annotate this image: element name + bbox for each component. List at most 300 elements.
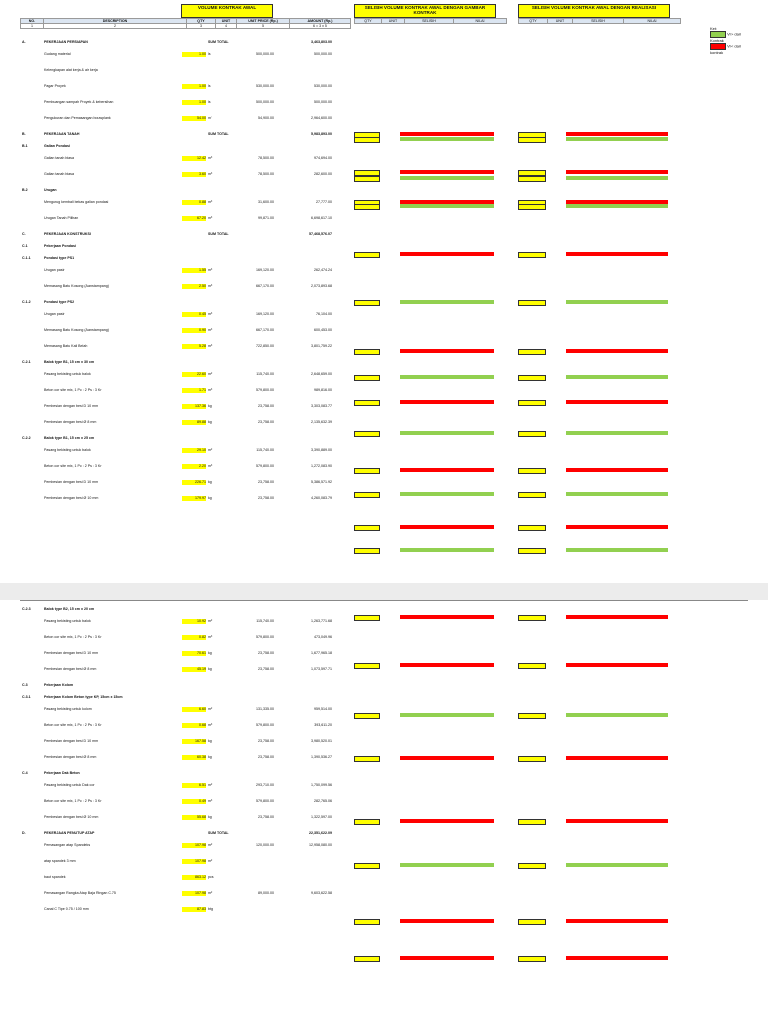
header-selisih-gambar: SELISIH VOLUME KONTRAK AWAL DENGAN GAMBAR KONTRAK <box>354 4 496 18</box>
qty-highlight <box>518 204 546 210</box>
row-amount <box>276 771 332 776</box>
row-unit: m² <box>208 448 213 452</box>
diff-green-cell <box>400 492 446 496</box>
row-amount: 3,801,759.22 <box>311 344 332 348</box>
row-unit-price <box>226 683 274 688</box>
row-unit: m³ <box>208 635 213 639</box>
row-description: atap spandek 3 mm <box>44 859 76 863</box>
diff-red-cell <box>400 663 446 667</box>
row-description: Pasang bekisting untuk balok <box>44 619 91 623</box>
diff-green-cell <box>614 375 668 379</box>
row-amount: 1,322,597.00 <box>311 815 332 819</box>
row-description: Beton cor site mix, 1 Pc : 2 Ps : 3 Kr <box>44 464 102 468</box>
row-no <box>22 619 42 624</box>
diff-red-cell <box>446 919 494 923</box>
qty-highlight <box>354 400 380 406</box>
row-unit-price <box>226 360 274 365</box>
diff-red-cell <box>446 615 494 619</box>
row-amount: 1,263,771.68 <box>311 619 332 623</box>
diff-red-cell <box>566 615 614 619</box>
main-header-table: NO. DESCRIPTION QTY UNIT UNIT PRICE (Rp.) AMOUNT (Rp.) 1 2 3 4 5 6 = 3 x 5 <box>20 18 351 29</box>
qty-highlight <box>518 349 546 355</box>
diff-green-cell <box>446 204 494 208</box>
row-description: Urugan pasir <box>44 312 65 316</box>
row-amount: 393,611.20 <box>314 723 332 727</box>
row-unit: kg <box>208 755 212 759</box>
row-qty <box>182 436 206 441</box>
row-unit-price: 579,800.00 <box>256 635 274 639</box>
qty-highlight <box>354 615 380 621</box>
row-qty: 107.98 <box>182 843 206 848</box>
qty-highlight <box>518 468 546 474</box>
qty-highlight <box>518 919 546 925</box>
row-amount: 989,816.00 <box>314 388 332 392</box>
diff-green-cell <box>400 863 446 867</box>
row-unit <box>208 695 226 700</box>
row-no <box>22 799 42 804</box>
row-unit-price: 23,758.00 <box>258 755 274 759</box>
row-description: Pasang bekisting untuk kolom <box>44 707 92 711</box>
qty-highlight <box>354 204 380 210</box>
diff-green-cell <box>446 176 494 180</box>
row-amount: 2,135,632.39 <box>311 420 332 424</box>
row-unit-price <box>226 132 274 137</box>
row-unit-price: 169,120.00 <box>256 312 274 316</box>
row-unit-price: 579,800.00 <box>256 464 274 468</box>
qty-highlight <box>354 252 380 258</box>
row-unit: ls <box>208 52 211 56</box>
row-no: C.1 <box>22 244 28 248</box>
row-unit: m³ <box>208 200 213 204</box>
row-qty: 0.90 <box>182 328 206 333</box>
diff-red-cell <box>400 756 446 760</box>
diff-red-cell <box>566 132 614 136</box>
diff-green-cell <box>614 492 668 496</box>
row-no: C.4 <box>22 771 28 775</box>
diff-red-cell <box>400 956 446 960</box>
row-amount <box>276 875 332 880</box>
row-description: Mengurug kembali bekas galian pondasi <box>44 200 109 204</box>
row-unit <box>208 68 226 73</box>
qty-highlight <box>518 431 546 437</box>
row-amount: 262,474.24 <box>314 268 332 272</box>
diff-green-cell <box>566 548 614 552</box>
row-qty <box>182 132 206 137</box>
row-qty <box>182 360 206 365</box>
qty-highlight <box>354 525 380 531</box>
row-unit-price: 78,500.00 <box>258 172 274 176</box>
row-unit-price: 579,800.00 <box>256 799 274 803</box>
row-amount: 76,104.00 <box>316 312 332 316</box>
row-qty: 54.00 <box>182 116 206 121</box>
qty-highlight <box>518 300 546 306</box>
diff-green-cell <box>400 137 446 141</box>
row-qty <box>182 256 206 261</box>
diff-red-cell <box>446 468 494 472</box>
row-amount: 57,468,576.07 <box>309 232 332 236</box>
row-amount: 2,073,893.68 <box>311 284 332 288</box>
row-qty: 2.20 <box>182 464 206 469</box>
row-amount: 974,694.00 <box>314 156 332 160</box>
diff-red-cell <box>446 170 494 174</box>
diff-green-cell <box>446 375 494 379</box>
row-qty: 55.68 <box>182 815 206 820</box>
row-unit-price <box>226 256 274 261</box>
row-amount: 530,000.00 <box>314 84 332 88</box>
row-amount: 282,600.00 <box>314 172 332 176</box>
row-unit: m' <box>208 116 212 120</box>
diff-red-cell <box>446 756 494 760</box>
row-unit-price <box>226 859 274 864</box>
qty-highlight <box>354 663 380 669</box>
row-description: Gudang material <box>44 52 71 56</box>
diff-red-cell <box>446 349 494 353</box>
row-description: Pembesian dengan besi Ø 10 mm <box>44 815 99 819</box>
row-qty <box>182 244 206 249</box>
row-description: Pembesian dengan besi Ø 10 mm <box>44 496 99 500</box>
diff-green-cell <box>446 548 494 552</box>
row-qty <box>182 232 206 237</box>
diff-red-cell <box>566 919 614 923</box>
row-unit: ls <box>208 84 211 88</box>
row-qty: 107.98 <box>182 859 206 864</box>
row-amount <box>276 300 332 305</box>
diff-red-cell <box>614 252 668 256</box>
diff-red-cell <box>614 170 668 174</box>
row-unit-price <box>226 300 274 305</box>
row-no <box>22 172 42 177</box>
row-qty: 107.98 <box>182 891 206 896</box>
row-description: Pondasi type PS1 <box>44 256 75 260</box>
qty-highlight <box>518 400 546 406</box>
row-amount: 1,750,099.56 <box>311 783 332 787</box>
row-unit-price <box>226 40 274 45</box>
row-unit-price <box>226 695 274 700</box>
row-unit-price: 23,758.00 <box>258 815 274 819</box>
row-no <box>22 388 42 393</box>
row-unit <box>208 244 226 249</box>
row-no: D. <box>22 831 26 835</box>
row-description: Balok type B2, 15 cm x 20 cm <box>44 607 95 611</box>
diff-red-cell <box>566 525 614 529</box>
qty-highlight <box>518 137 546 143</box>
row-no <box>22 480 42 485</box>
row-description: PEKERJAAN PERSIAPAN <box>44 40 88 44</box>
diff-red-cell <box>566 170 614 174</box>
row-unit <box>208 771 226 776</box>
row-unit: m² <box>208 843 213 847</box>
row-unit <box>208 144 226 149</box>
row-unit-price: 23,758.00 <box>258 496 274 500</box>
row-unit-price: 120,000.00 <box>256 843 274 847</box>
row-unit: m² <box>208 891 213 895</box>
legend-swatch-red <box>710 43 726 50</box>
row-qty: 45.19 <box>182 667 206 672</box>
legend-title: Ket: <box>710 26 718 31</box>
row-no: A. <box>22 40 26 44</box>
row-unit: ls <box>208 100 211 104</box>
row-description: Pasang bekisting untuk balok <box>44 448 91 452</box>
row-qty: 1.55 <box>182 268 206 273</box>
row-no <box>22 739 42 744</box>
row-qty: 12.42 <box>182 156 206 161</box>
row-no: B.1 <box>22 144 28 148</box>
row-amount: 1,272,083.90 <box>311 464 332 468</box>
qty-highlight <box>354 468 380 474</box>
row-no <box>22 875 42 880</box>
row-description: Urugan pasir <box>44 268 65 272</box>
row-unit: kg <box>208 651 212 655</box>
qty-highlight <box>354 548 380 554</box>
row-unit-price: 530,000.00 <box>256 84 274 88</box>
row-unit-price: 23,758.00 <box>258 667 274 671</box>
row-unit-price: 667,170.00 <box>256 328 274 332</box>
qty-highlight <box>354 863 380 869</box>
row-amount <box>276 68 332 73</box>
row-amount <box>276 683 332 688</box>
diff-green-cell <box>400 713 446 717</box>
row-description: Pekerjaan Kolom <box>44 683 74 687</box>
row-unit: SUM TOTAL <box>208 831 229 835</box>
row-amount: 2,648,659.00 <box>311 372 332 376</box>
selisih-realisasi-header: QTY UNIT SELISIH NILAI <box>518 18 681 24</box>
row-qty: 87.83 <box>182 907 206 912</box>
qty-highlight <box>518 548 546 554</box>
diff-green-cell <box>400 548 446 552</box>
diff-red-cell <box>614 400 668 404</box>
qty-highlight <box>518 819 546 825</box>
row-unit: m³ <box>208 216 213 220</box>
row-description: Balok type B1, 15 cm x 25 cm <box>44 436 95 440</box>
row-qty <box>182 40 206 45</box>
diff-red-cell <box>400 400 446 404</box>
row-amount: 959,514.00 <box>314 707 332 711</box>
diff-green-cell <box>614 137 668 141</box>
diff-red-cell <box>614 525 668 529</box>
row-unit: m² <box>208 372 213 376</box>
diff-green-cell <box>566 176 614 180</box>
diff-green-cell <box>614 548 668 552</box>
row-unit <box>208 360 226 365</box>
row-description: Pemasangan atap Spandeks <box>44 843 91 847</box>
row-qty: 67.20 <box>182 216 206 221</box>
diff-green-cell <box>566 492 614 496</box>
diff-green-cell <box>566 431 614 435</box>
row-unit: kg <box>208 496 212 500</box>
row-no <box>22 328 42 333</box>
row-no <box>22 723 42 728</box>
row-description: Galian tanah biasa <box>44 156 74 160</box>
row-unit-price: 667,170.00 <box>256 284 274 288</box>
row-no <box>22 843 42 848</box>
row-description: Pembesian dengan besi Ø 8 mm <box>44 755 97 759</box>
row-unit-price: 500,000.00 <box>256 100 274 104</box>
qty-highlight <box>518 713 546 719</box>
row-unit-price: 31,600.00 <box>258 200 274 204</box>
row-unit: m³ <box>208 268 213 272</box>
row-amount <box>276 256 332 261</box>
row-qty <box>182 144 206 149</box>
row-unit-price: 115,740.00 <box>256 619 274 623</box>
row-amount <box>276 859 332 864</box>
row-unit <box>208 683 226 688</box>
row-description: Beton cor site mix, 1 Pc : 2 Ps : 3 Kr <box>44 723 102 727</box>
row-amount: 1,073,597.71 <box>311 667 332 671</box>
qty-highlight <box>354 919 380 925</box>
diff-red-cell <box>446 400 494 404</box>
row-no <box>22 755 42 760</box>
row-description: Urugan Tanah Pilihan <box>44 216 79 220</box>
row-description: Pekerjaan Dak Beton <box>44 771 80 775</box>
diff-red-cell <box>566 663 614 667</box>
row-qty: 6.60 <box>182 707 206 712</box>
row-description: PEKERJAAN TANAH <box>44 132 80 136</box>
diff-red-cell <box>446 525 494 529</box>
row-unit: m³ <box>208 388 213 392</box>
row-description: Pengukuran dan Pemasangan bouwplank <box>44 116 111 120</box>
diff-red-cell <box>566 756 614 760</box>
qty-highlight <box>518 525 546 531</box>
diff-green-cell <box>566 863 614 867</box>
row-no <box>22 783 42 788</box>
qty-highlight <box>354 492 380 498</box>
row-unit-price: 293,710.00 <box>256 783 274 787</box>
diff-red-cell <box>566 252 614 256</box>
diff-red-cell <box>614 756 668 760</box>
row-description: Beton cor site mix, 1 Pc : 2 Ps : 3 Kr <box>44 799 102 803</box>
diff-red-cell <box>446 132 494 136</box>
row-unit <box>208 256 226 261</box>
row-unit: kg <box>208 739 212 743</box>
row-no: C.3.1 <box>22 695 31 699</box>
row-qty <box>182 188 206 193</box>
row-unit-price: 23,758.00 <box>258 404 274 408</box>
row-amount <box>276 607 332 612</box>
row-no <box>22 859 42 864</box>
row-qty: 10.92 <box>182 619 206 624</box>
diff-green-cell <box>566 204 614 208</box>
qty-highlight <box>518 956 546 962</box>
page-gap <box>0 583 768 600</box>
row-qty <box>182 695 206 700</box>
row-amount: 22,351,622.09 <box>309 831 332 835</box>
row-unit: kg <box>208 404 212 408</box>
row-no <box>22 404 42 409</box>
row-amount <box>276 436 332 441</box>
qty-highlight <box>354 375 380 381</box>
row-no: C.1.1 <box>22 256 31 260</box>
row-unit: m³ <box>208 799 213 803</box>
diff-red-cell <box>614 819 668 823</box>
row-unit-price: 99,871.00 <box>258 216 274 220</box>
row-unit-price: 169,120.00 <box>256 268 274 272</box>
row-qty: 179.97 <box>182 496 206 501</box>
qty-highlight <box>518 252 546 258</box>
row-amount: 5,386,571.92 <box>311 480 332 484</box>
row-qty: 137.36 <box>182 404 206 409</box>
row-qty: 6.51 <box>182 783 206 788</box>
diff-red-cell <box>614 919 668 923</box>
row-no <box>22 200 42 205</box>
row-no <box>22 907 42 912</box>
row-qty: 29.10 <box>182 448 206 453</box>
row-qty: 1.00 <box>182 84 206 89</box>
diff-red-cell <box>566 349 614 353</box>
row-qty: 70.61 <box>182 651 206 656</box>
row-description: Pemasangan Rangka Atap Baja Ringan C.75 <box>44 891 116 895</box>
legend-swatch-green <box>710 31 726 38</box>
row-description: Pekerjaan Pondasi <box>44 244 76 248</box>
row-qty <box>182 300 206 305</box>
row-qty: 1.00 <box>182 52 206 57</box>
row-unit: m³ <box>208 328 213 332</box>
sheet-page-1 <box>20 0 748 583</box>
row-description: Pagar Proyek <box>44 84 66 88</box>
row-no <box>22 116 42 121</box>
row-description: Balok type B1, 15 cm x 30 cm <box>44 360 95 364</box>
diff-red-cell <box>614 468 668 472</box>
row-amount: 3,390,889.00 <box>311 448 332 452</box>
selisih-gambar-header: QTY UNIT SELISIH NILAI <box>354 18 507 24</box>
row-amount: 27,777.00 <box>316 200 332 204</box>
row-no <box>22 372 42 377</box>
sheet-page-2 <box>20 600 748 1025</box>
row-unit-price <box>226 144 274 149</box>
row-unit: kg <box>208 420 212 424</box>
row-no: B. <box>22 132 26 136</box>
legend-item-green: Vr> dari Kontrak <box>710 31 742 43</box>
row-unit-price: 23,758.00 <box>258 739 274 743</box>
row-description: Pembesian dengan besi Ø 8 mm <box>44 420 97 424</box>
diff-green-cell <box>446 863 494 867</box>
row-unit-price: 579,800.00 <box>256 388 274 392</box>
diff-green-cell <box>446 492 494 496</box>
row-description: Pembesian dengan besi D 10 mm <box>44 739 99 743</box>
row-amount: 1,677,965.18 <box>311 651 332 655</box>
row-amount <box>276 360 332 365</box>
row-unit <box>208 188 226 193</box>
header-selisih-realisasi: SELISIH VOLUME KONTRAK AWAL DENGAN REALISASI <box>518 4 670 18</box>
row-unit-price <box>226 436 274 441</box>
row-description: Pondasi type PS2 <box>44 300 75 304</box>
row-no <box>22 815 42 820</box>
row-description: Urugan <box>44 188 57 192</box>
row-no <box>22 312 42 317</box>
row-description: Pekerjaan Kolom Beton type KP, 15cm x 15cm <box>44 695 123 699</box>
row-no <box>22 707 42 712</box>
diff-red-cell <box>400 170 446 174</box>
row-unit: m³ <box>208 723 213 727</box>
row-no <box>22 68 42 73</box>
row-description: Pembesian dengan besi D 10 mm <box>44 651 99 655</box>
qty-highlight <box>354 349 380 355</box>
row-unit <box>208 300 226 305</box>
diff-green-cell <box>614 300 668 304</box>
diff-green-cell <box>446 431 494 435</box>
row-unit-price <box>226 607 274 612</box>
row-unit-price: 89,000.00 <box>258 891 274 895</box>
diff-green-cell <box>614 176 668 180</box>
row-description: Pembesian dengan besi Ø 8 mm <box>44 667 97 671</box>
row-description: Pembesian dengan besi D 10 mm <box>44 480 99 484</box>
row-qty: 22.60 <box>182 372 206 377</box>
row-unit-price: 78,500.00 <box>258 156 274 160</box>
diff-red-cell <box>614 349 668 353</box>
row-qty: 0.45 <box>182 312 206 317</box>
row-amount: 473,049.96 <box>314 635 332 639</box>
row-qty <box>182 831 206 836</box>
row-description: PEKERJAAN PENUTUP ATAP <box>44 831 95 835</box>
